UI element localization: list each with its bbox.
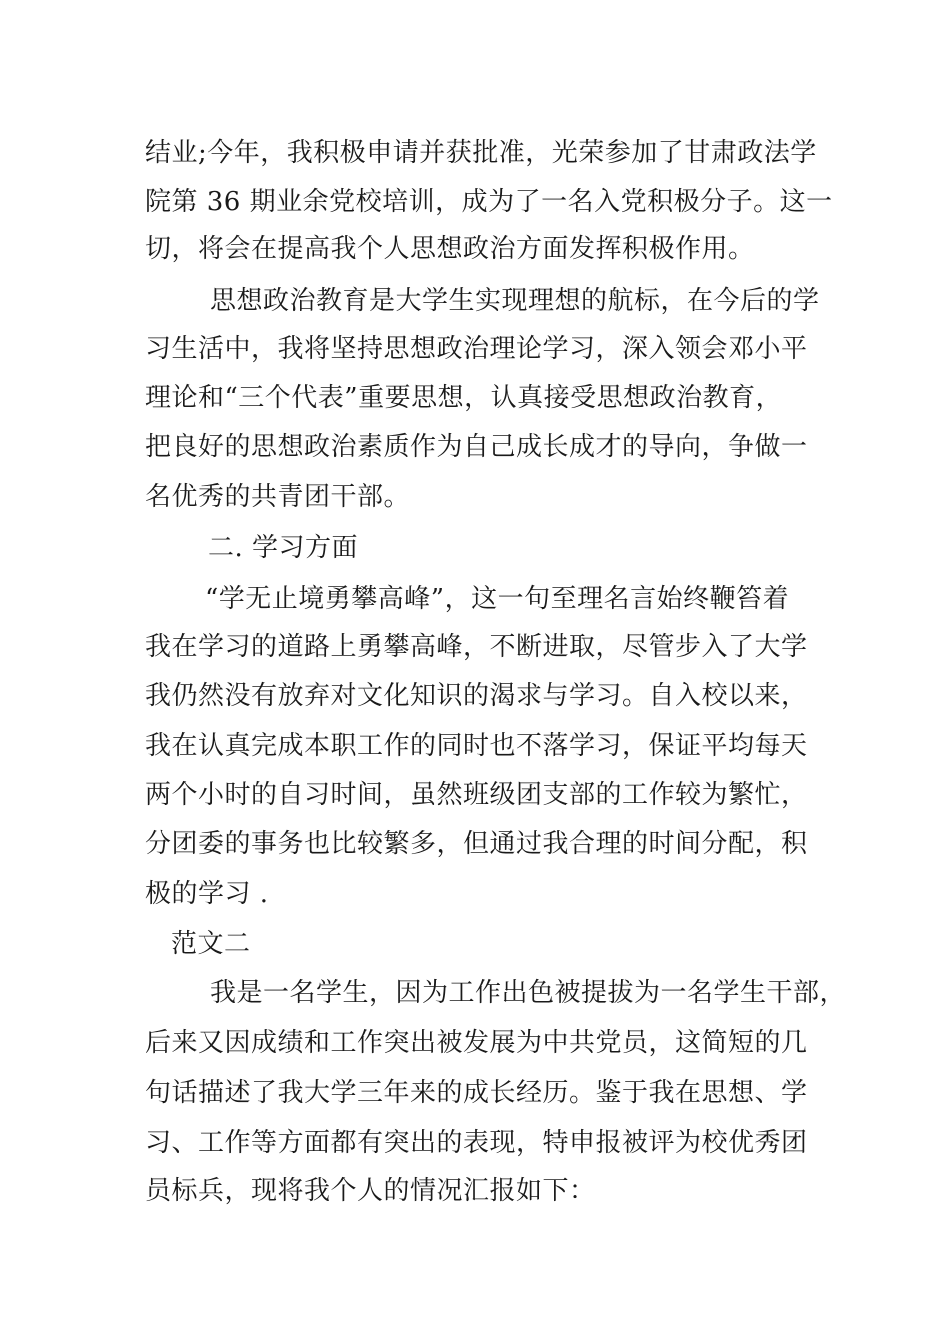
text-line: 习生活中，我将坚持思想政治理论学习，深入领会邓小平 — [145, 334, 808, 364]
text-line: 我在学习的道路上勇攀高峰，不断进取，尽管步入了大学 — [145, 632, 808, 662]
section-heading: 范文二 — [171, 929, 251, 959]
text-line: 我仍然没有放弃对文化知识的渴求与学习。自入校以来， — [145, 681, 808, 711]
text-line: 把良好的思想政治素质作为自己成长成才的导向，争做一 — [145, 432, 808, 462]
paragraph-first-line: “学无止境勇攀高峰”，这一句至理名言始终鞭笞着 — [205, 584, 790, 614]
text-line: 分团委的事务也比较繁多，但通过我合理的时间分配，积 — [145, 829, 808, 859]
text-line: 理论和“三个代表”重要思想，认真接受思想政治教育， — [145, 383, 783, 413]
text-line: 句话描述了我大学三年来的成长经历。鉴于我在思想、学 — [145, 1078, 808, 1108]
text-line: 切，将会在提高我个人思想政治方面发挥积极作用。 — [145, 234, 755, 264]
text-line: 后来又因成绩和工作突出被发展为中共党员，这简短的几 — [145, 1028, 808, 1058]
text-line: 院第 36 期业余党校培训，成为了一名入党积极分子。这一 — [145, 187, 833, 217]
text-line: 名优秀的共青团干部。 — [145, 482, 411, 512]
text-line: 员标兵，现将我个人的情况汇报如下： — [145, 1176, 596, 1206]
text-line: 极的学习 . — [145, 879, 269, 909]
text-line: 结业;今年，我积极申请并获批准，光荣参加了甘肃政法学 — [145, 138, 817, 168]
text-line: 我在认真完成本职工作的同时也不落学习，保证平均每天 — [145, 731, 808, 761]
text-line: 两个小时的自习时间，虽然班级团支部的工作较为繁忙， — [145, 780, 808, 810]
section-heading: 二. 学习方面 — [208, 533, 359, 563]
text-line: 习、工作等方面都有突出的表现，特申报被评为校优秀团 — [145, 1128, 808, 1158]
paragraph-first-line: 我是一名学生，因为工作出色被提拔为一名学生干部， — [210, 978, 847, 1008]
paragraph-first-line: 思想政治教育是大学生实现理想的航标，在今后的学 — [210, 286, 820, 316]
